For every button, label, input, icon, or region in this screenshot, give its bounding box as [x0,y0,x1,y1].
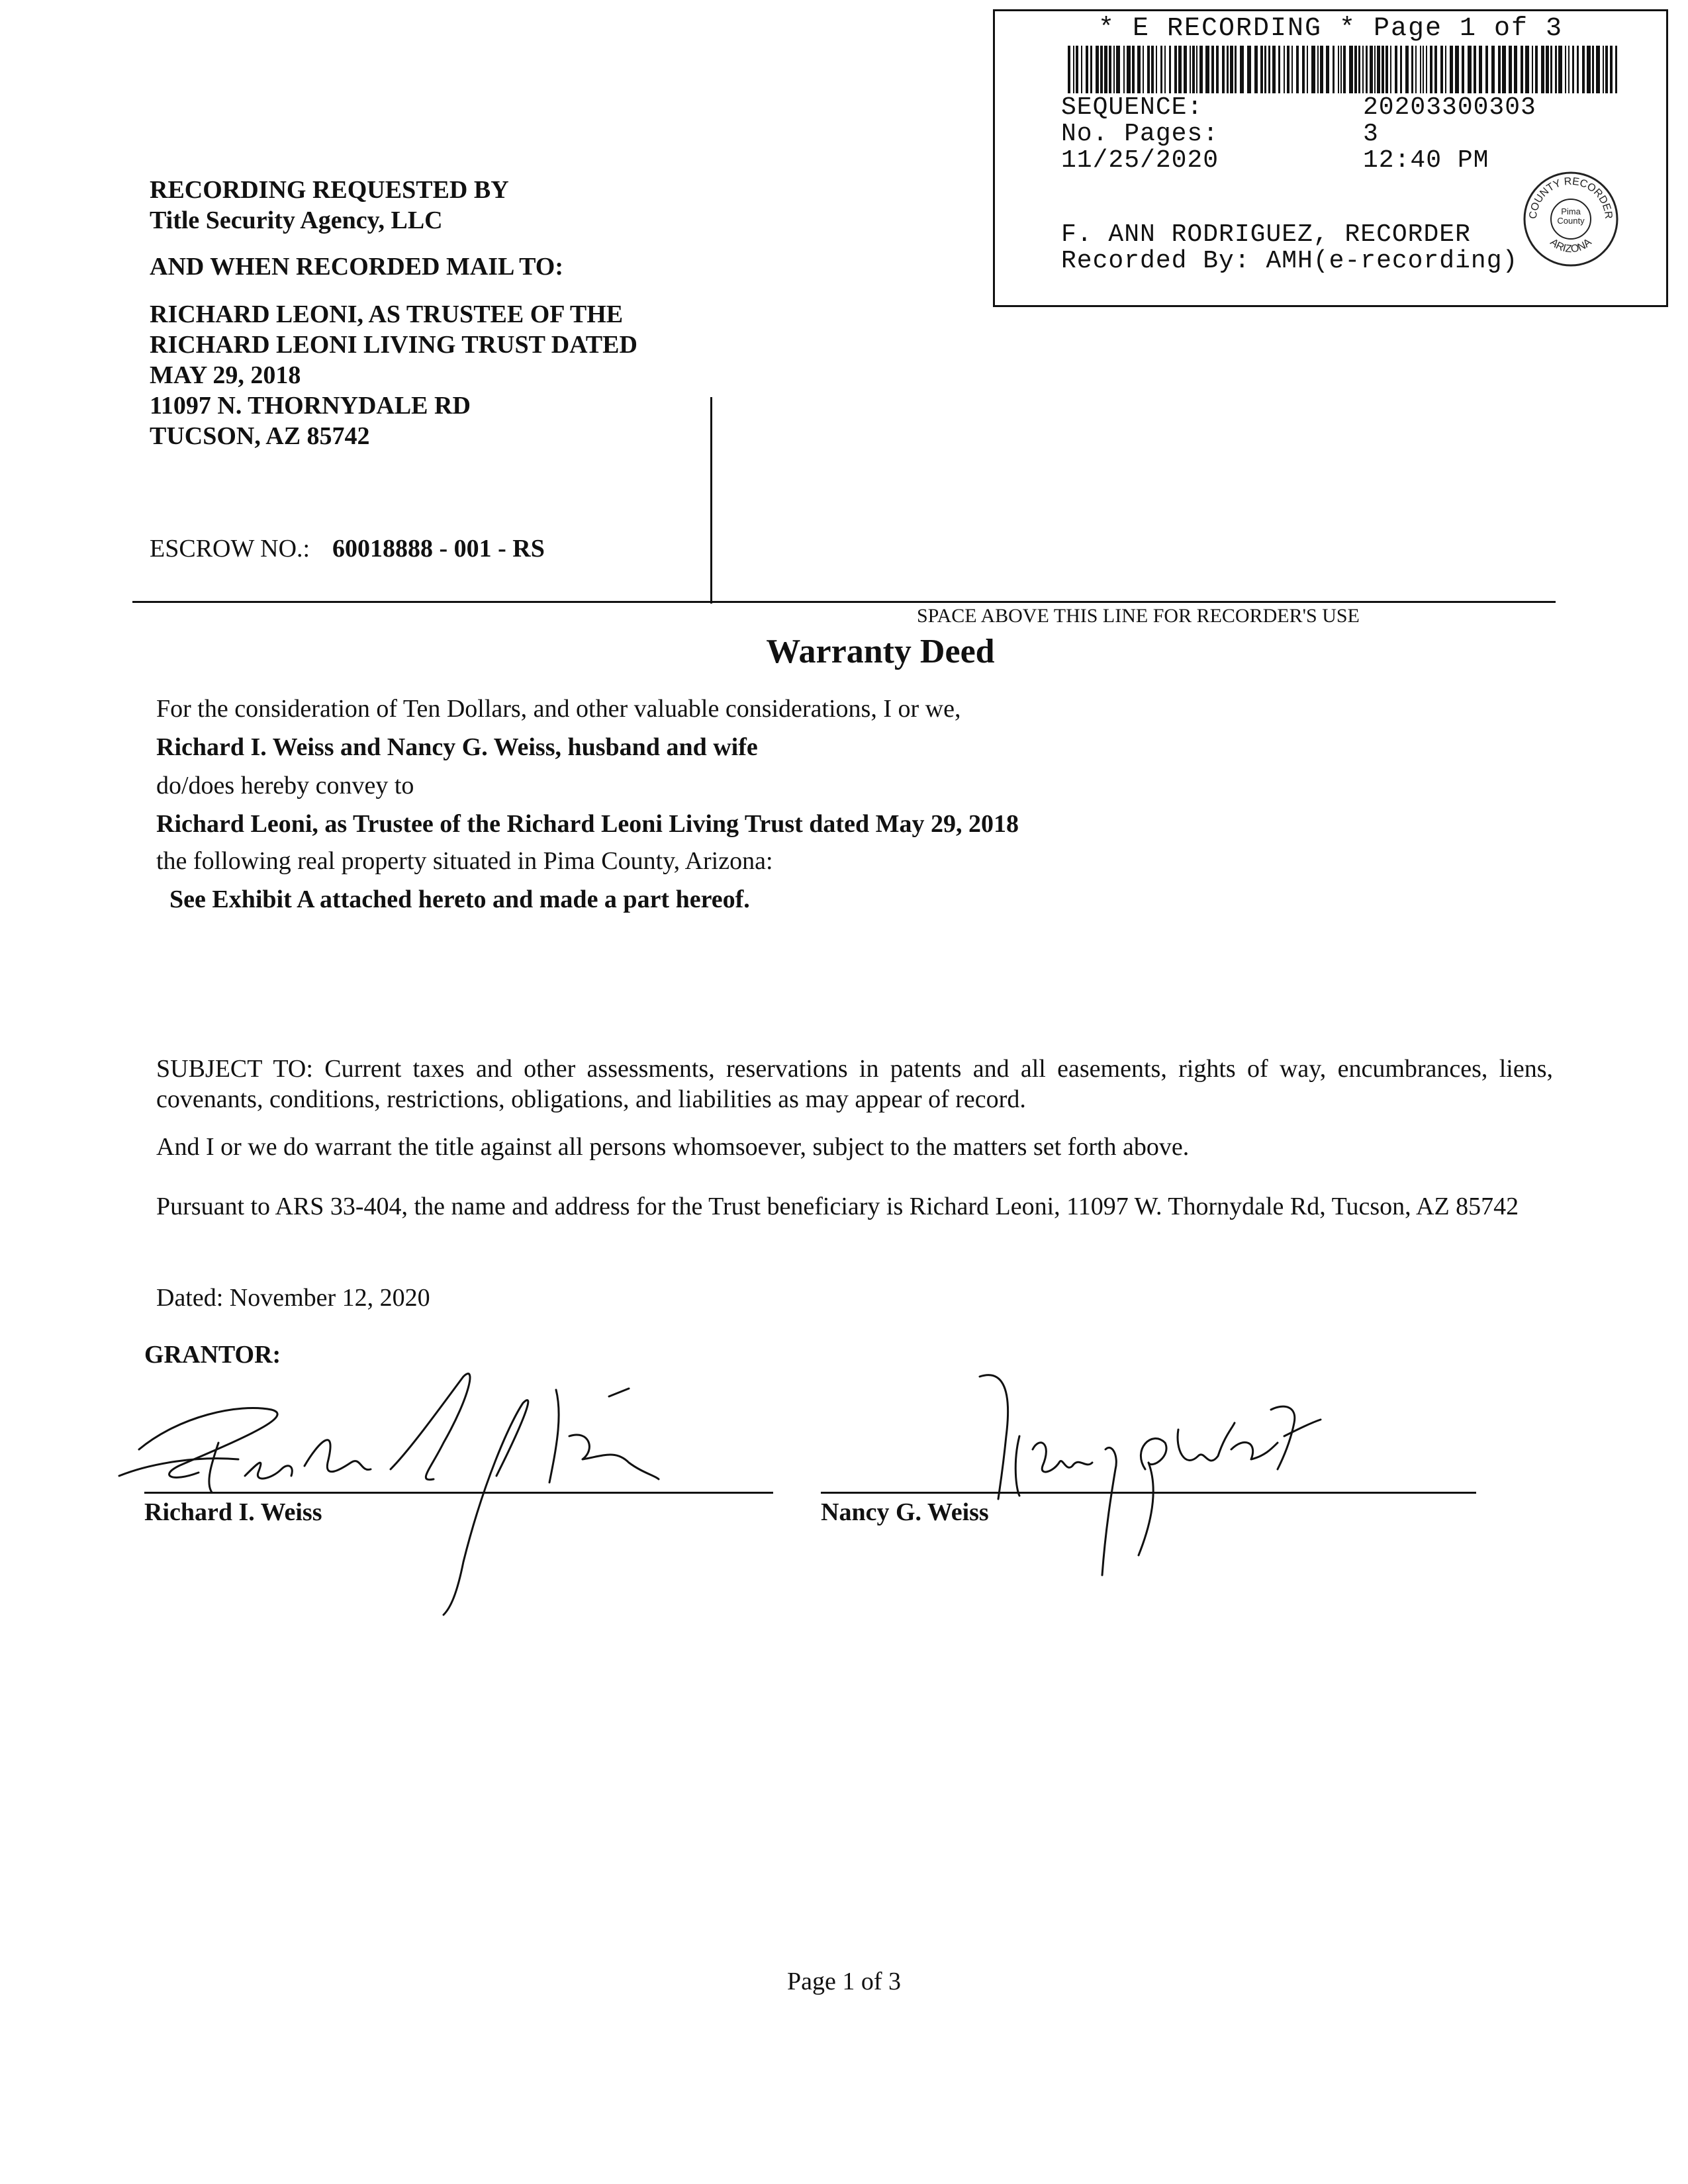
mail-to-line2: RICHARD LEONI LIVING TRUST DATED [150,331,637,359]
warrant-paragraph: And I or we do warrant the title against all persons whomsoever, subject to the matters set forth above. [156,1133,1190,1161]
pages-value: 3 [1363,120,1379,148]
dated-line: Dated: November 12, 2020 [156,1284,430,1312]
escrow-label: ESCROW NO.: [150,535,310,563]
requested-by-name: Title Security Agency, LLC [150,206,443,234]
svg-text:ARIZONA: ARIZONA [1548,236,1594,255]
exhibit-reference: See Exhibit A attached hereto and made a part hereof. [169,886,750,913]
pages-label: No. Pages: [1061,120,1219,148]
seal-center-text: Pima County [1557,207,1585,226]
signer-1-name: Richard I. Weiss [144,1498,322,1526]
grantors-names: Richard I. Weiss and Nancy G. Weiss, husband and wife [156,733,758,761]
beneficiary-paragraph: Pursuant to ARS 33-404, the name and address for the Trust beneficiary is Richard Leoni, 11097 W. Thornydale Rd, Tucson, AZ 85742 [156,1193,1519,1220]
signature-nancy-weiss [953,1357,1324,1582]
recorded-by: Recorded By: AMH(e-recording) [1061,247,1519,275]
mail-to-line5: TUCSON, AZ 85742 [150,422,370,450]
consideration-text: For the consideration of Ten Dollars, and other valuable considerations, I or we, [156,695,961,723]
header-divider-vertical [710,397,712,604]
space-above-note: SPACE ABOVE THIS LINE FOR RECORDER'S USE [917,605,1360,627]
property-text: the following real property situated in Pima County, Arizona: [156,847,773,875]
mail-to-line1: RICHARD LEONI, AS TRUSTEE OF THE [150,300,624,328]
requested-by-label: RECORDING REQUESTED BY [150,176,509,204]
mail-to-line4: 11097 N. THORNYDALE RD [150,392,471,420]
escrow-number: 60018888 - 001 - RS [332,535,545,563]
barcode [1068,46,1617,93]
recorder-stamp [993,9,1668,307]
recorder-use-line [132,601,1556,603]
subject-to-paragraph: SUBJECT TO: Current taxes and other assessments, reservations in patents and all easements, rights of way, encumbrances, liens, covenants, conditions, restrictions, obligations, and liabilities as may appear of record. [156,1055,1553,1113]
stamp-header: * E RECORDING * Page 1 of 3 [1098,14,1564,44]
sequence-label: SEQUENCE: [1061,93,1203,122]
convey-text: do/does hereby convey to [156,772,414,799]
mail-to-label: AND WHEN RECORDED MAIL TO: [150,253,563,281]
county-seal-icon [1522,170,1620,268]
document-title: Warranty Deed [766,633,995,670]
mail-to-line3: MAY 29, 2018 [150,361,301,389]
grantor-label: GRANTOR: [144,1341,281,1369]
sequence-value: 20203300303 [1363,93,1536,122]
record-date: 11/25/2020 [1061,146,1219,175]
recorder-name: F. ANN RODRIGUEZ, RECORDER [1061,220,1471,249]
page-footer: Page 1 of 3 [786,1968,902,1995]
record-time: 12:40 PM [1363,146,1489,175]
signature-richard-weiss [99,1350,662,1628]
grantee-name: Richard Leoni, as Trustee of the Richard Leoni Living Trust dated May 29, 2018 [156,810,1019,838]
signer-2-name: Nancy G. Weiss [821,1498,989,1526]
svg-text:COUNTY RECORDER: COUNTY RECORDER [1527,175,1615,220]
